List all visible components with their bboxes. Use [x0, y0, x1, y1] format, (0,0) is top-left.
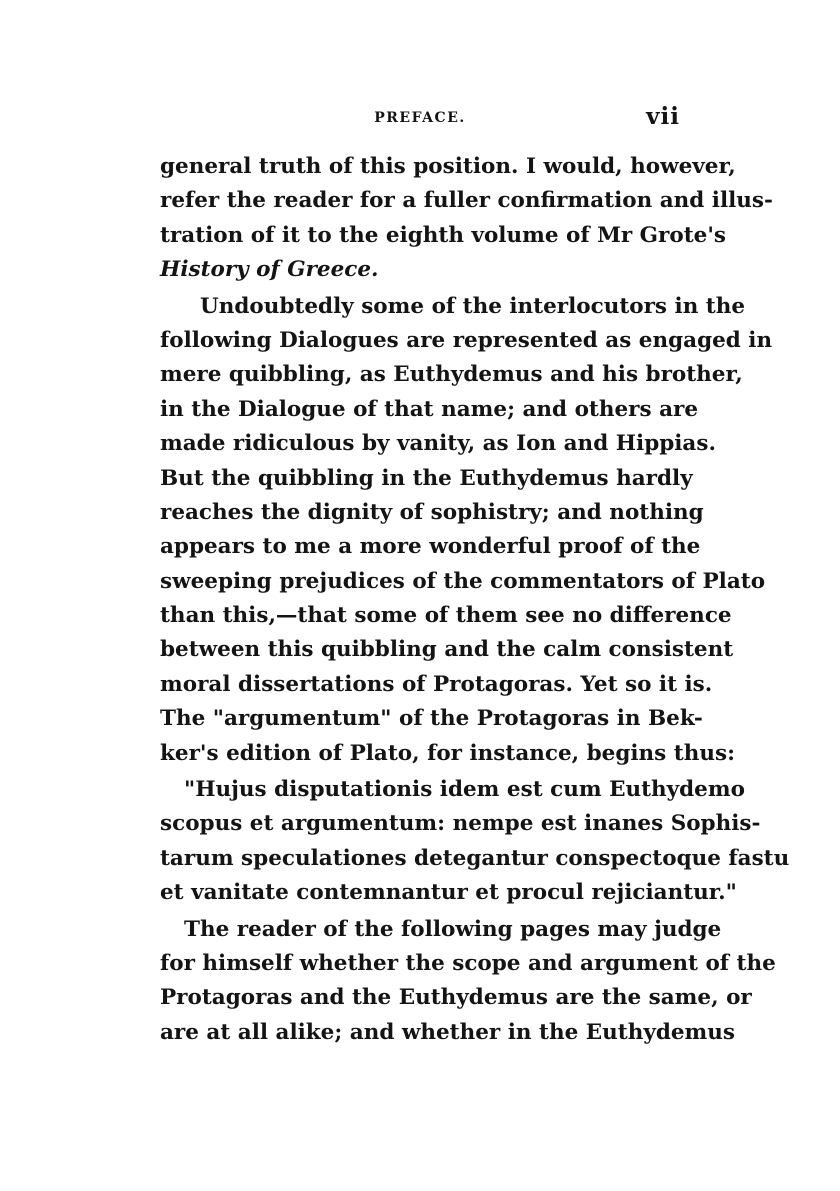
text-line: in the Dialogue of that name; and others are — [160, 396, 699, 422]
text-line: mere quibbling, as Euthydemus and his brother, — [160, 362, 743, 388]
text-line: general truth of this position. I would, however, — [160, 154, 736, 179]
text-line: than this,—that some of them see no difference — [160, 603, 732, 629]
text-line: reaches the dignity of sophistry; and nothing — [160, 499, 704, 525]
text-line: made ridiculous by vanity, as Ion and Hippias. — [160, 431, 716, 457]
text-line: refer the reader for a fuller confirmation and illus- — [160, 188, 773, 214]
text-line: sweeping prejudices of the commentators of Plato — [160, 568, 766, 594]
text-line: The "argumentum" of the Protagoras in Bek- — [160, 706, 703, 732]
latin-quote-line: et vanitate contemnantur et procul rejiciantur." — [160, 880, 737, 906]
running-head — [160, 103, 680, 133]
text-line: moral dissertations of Protagoras. Yet so it is. — [160, 671, 713, 697]
text-line: are at all alike; and whether in the Euthydemus — [160, 1019, 736, 1045]
text-line: for himself whether the scope and argument of the — [160, 950, 776, 976]
text-line: Undoubtedly some of the interlocutors in the — [200, 293, 746, 319]
text-line: tration of it to the eighth volume of Mr Grote's — [160, 222, 727, 248]
latin-quote-line: tarum speculationes detegantur conspectoque fastu — [160, 845, 790, 871]
latin-quote-line: "Hujus disputationis idem est cum Euthydemo — [184, 777, 745, 803]
text-line: Protagoras and the Euthydemus are the same, or — [160, 985, 752, 1011]
text-line: following Dialogues are represented as engaged in — [160, 327, 773, 353]
page-number: vii — [646, 103, 680, 130]
running-title: PREFACE. — [374, 110, 466, 126]
text-line: between this quibbling and the calm consistent — [160, 637, 734, 663]
latin-quote-line: scopus et argumentum: nempe est inanes Sophis- — [160, 811, 761, 837]
text-line: appears to me a more wonderful proof of the — [160, 534, 701, 560]
text-line: The reader of the following pages may judge — [184, 916, 722, 942]
body-text — [160, 150, 790, 1050]
text-line: But the quibbling in the Euthydemus hardly — [160, 465, 693, 491]
text-line: ker's edition of Plato, for instance, begins thus: — [160, 740, 735, 766]
book-title-reference: History of Greece. — [160, 257, 379, 283]
